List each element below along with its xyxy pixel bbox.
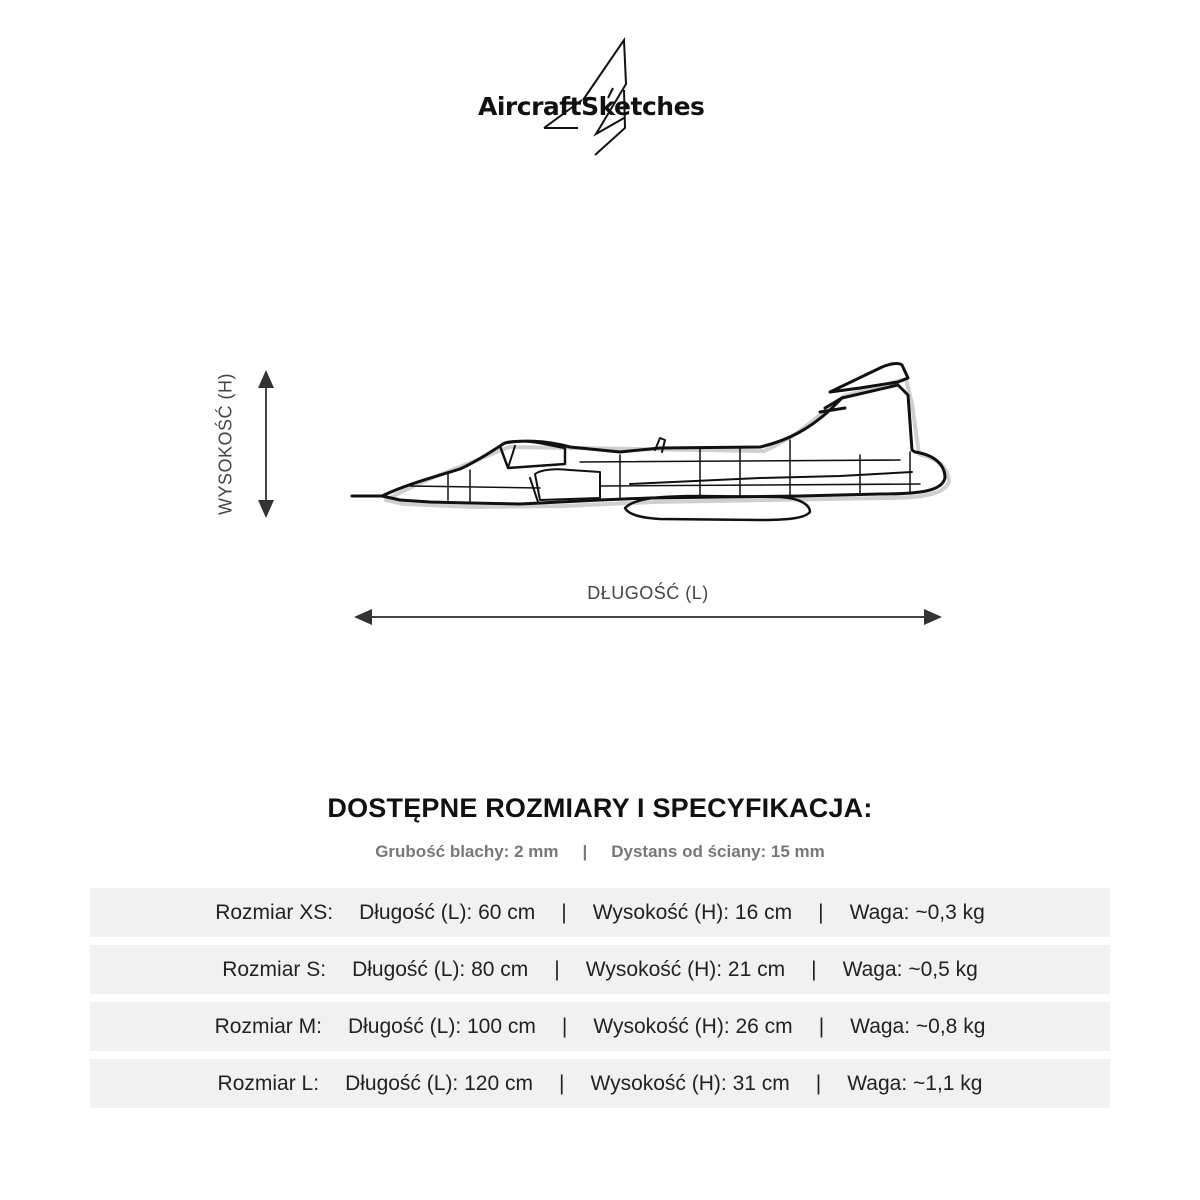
separator: | [561, 1014, 568, 1038]
specs-title: DOSTĘPNE ROZMIARY I SPECYFIKACJA: [327, 793, 873, 823]
size-weight: Waga: ~0,5 kg [842, 957, 978, 981]
length-label: DŁUGOŚĆ (L) [587, 583, 709, 603]
size-height: Wysokość (H): 16 cm [592, 900, 793, 924]
separator: | [818, 900, 824, 924]
wall-distance: Dystans od ściany: 15 mm [611, 842, 825, 861]
size-length: Długość (L): 120 cm [345, 1071, 533, 1095]
separator: | [554, 957, 560, 981]
size-weight: Waga: ~0,8 kg [850, 1014, 986, 1038]
size-weight: Waga: ~1,1 kg [847, 1071, 983, 1095]
sizes-table [90, 888, 1110, 1116]
separator: | [558, 1071, 565, 1095]
size-name: Rozmiar XS: [215, 900, 334, 924]
size-height: Wysokość (H): 21 cm [585, 957, 786, 981]
size-weight: Waga: ~0,3 kg [849, 900, 985, 924]
size-height: Wysokość (H): 31 cm [590, 1071, 790, 1095]
size-row-xs [90, 888, 1110, 937]
size-name: Rozmiar L: [217, 1071, 320, 1095]
sheet-thickness: Grubość blachy: 2 mm [375, 842, 559, 861]
separator: | [811, 957, 817, 981]
specs-subtitle [0, 842, 1200, 862]
height-label: WYSOKOŚĆ (H) [215, 372, 236, 516]
separator: | [561, 900, 567, 924]
size-row-s [90, 945, 1110, 994]
size-height: Wysokość (H): 26 cm [593, 1014, 793, 1038]
brand-name: AircraftSketches [478, 92, 705, 121]
separator: | [815, 1071, 822, 1095]
size-row-m [90, 1002, 1110, 1051]
size-length: Długość (L): 60 cm [359, 900, 536, 924]
separator: | [818, 1014, 825, 1038]
size-length: Długość (L): 80 cm [352, 957, 529, 981]
size-name: Rozmiar M: [214, 1014, 322, 1038]
size-length: Długość (L): 100 cm [347, 1014, 536, 1038]
aircraft-silhouette [352, 364, 949, 520]
size-row-l [90, 1059, 1110, 1108]
separator: | [582, 842, 588, 861]
size-name: Rozmiar S: [222, 957, 327, 981]
